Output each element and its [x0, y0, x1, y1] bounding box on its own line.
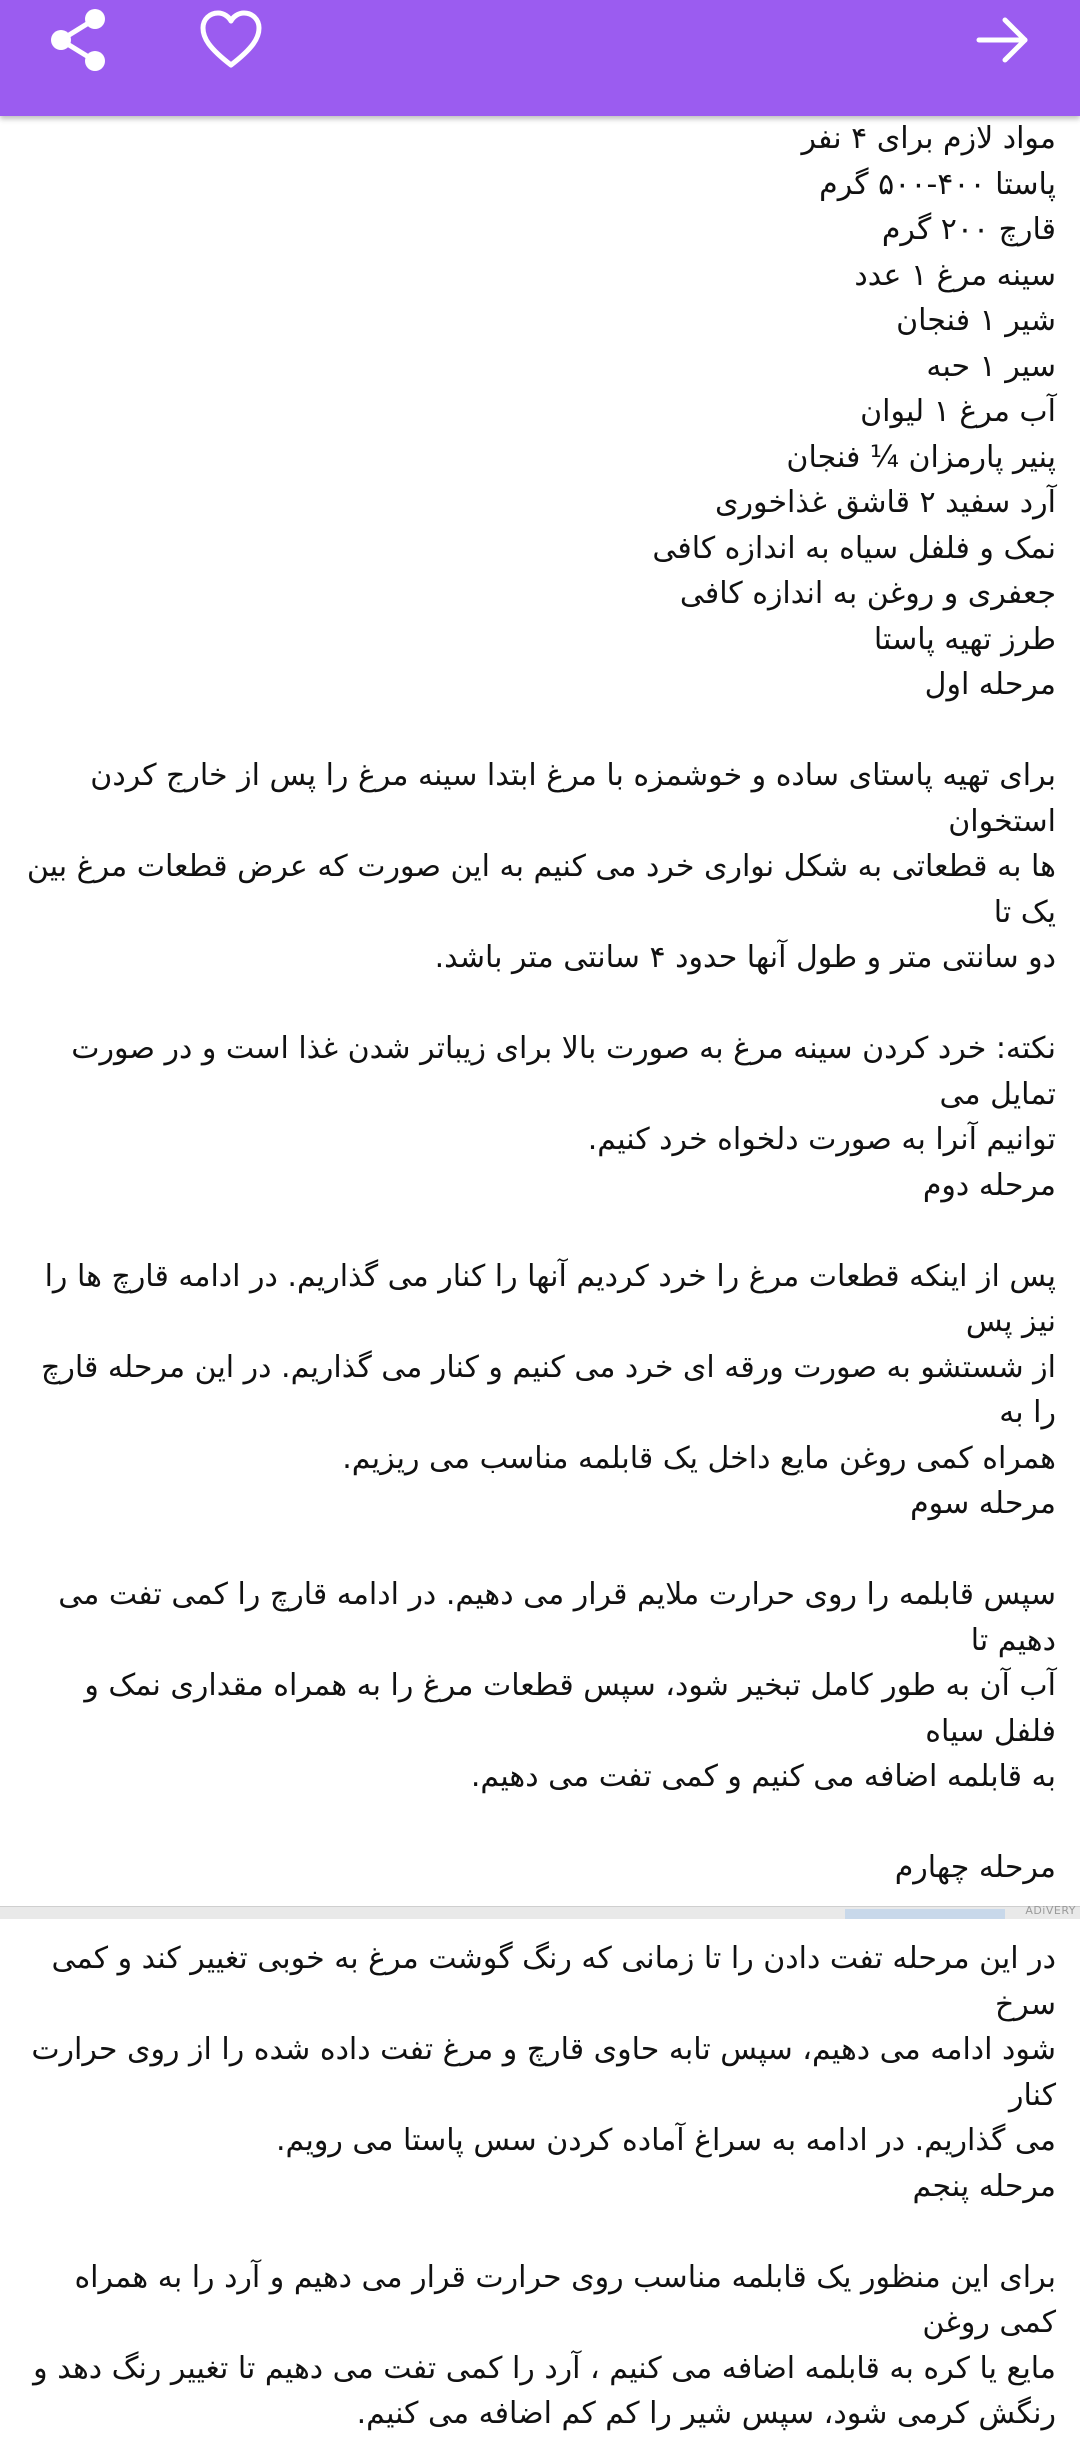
ingredient-item: آب مرغ ۱ لیوان	[860, 394, 1056, 429]
back-button[interactable]	[948, 0, 1058, 80]
step4-text: در این مرحله تفت دادن را تا زمانی که رنگ گوشت مرغ به خوبی تغییر کند و کمی سرخ شود ادامه می دهیم، سپس تابه حاوی قارچ و مرغ تفت داده شده را از روی حرارت کنار می گذاریم. در ادامه به سراغ آماده کردن سس پاستا می رویم.	[31, 1941, 1056, 2158]
ingredient-item: جعفری و روغن به اندازه کافی	[679, 576, 1056, 611]
step3-title: مرحله سوم	[910, 1486, 1056, 1521]
spacer	[16, 2209, 1056, 2255]
step2-text: پس از اینکه قطعات مرغ را خرد کردیم آنها را کنار می گذاریم. در ادامه قارچ ها را نیز پس از شستشو به صورت ورقه ای خرد می کنیم و کنار می گذاریم. در این مرحله قارچ را به همراه کمی روغن مایع داخل یک قابلمه مناسب می ریزیم.	[41, 1258, 1056, 1476]
step4-title: مرحله چهارم	[894, 1850, 1056, 1885]
ingredients-title: مواد لازم برای ۴ نفر	[801, 121, 1056, 156]
spacer	[16, 981, 1056, 1027]
ingredient-item: پنیر پارمزان ¼ فنجان	[786, 439, 1056, 475]
ad-brand-label: ADiVERY	[1025, 1904, 1076, 1917]
ingredient-item: شیر ۱ فنجان	[896, 303, 1056, 338]
ingredient-item: سیر ۱ حبه	[926, 348, 1056, 384]
step1-title: مرحله اول	[924, 667, 1056, 702]
ingredient-item: سینه مرغ ۱ عدد	[854, 257, 1056, 293]
step5-title: مرحله پنجم	[912, 2168, 1056, 2204]
method-title: طرز تهیه پاستا	[873, 621, 1056, 657]
ad-banner[interactable]	[0, 1906, 1080, 1919]
spacer	[16, 1800, 1056, 1846]
step5-text: برای این منظور یک قابلمه مناسب روی حرارت قرار می دهیم و آرد را به همراه کمی روغن مایع یا کره به قابلمه اضافه می کنیم ، آرد را کمی تفت می دهیم تا تغییر رنگ دهد و رنگش کرمی شود، سپس شیر را کم کم اضافه می کنیم.	[33, 2259, 1056, 2431]
share-button[interactable]	[24, 0, 134, 80]
app-bar	[0, 0, 1080, 116]
ingredient-item: پاستا ۴۰۰-۵۰۰ گرم	[819, 166, 1056, 202]
ad-banner-accent	[845, 1909, 1005, 1919]
spacer	[16, 1527, 1056, 1573]
share-icon	[48, 7, 110, 73]
step2-title: مرحله دوم	[922, 1167, 1056, 1203]
arrow-right-icon	[975, 16, 1031, 64]
spacer	[16, 1208, 1056, 1254]
step3-text: سپس قابلمه را روی حرارت ملایم قرار می دهیم. در ادامه قارچ را کمی تفت می دهیم تا آب آن به طور کامل تبخیر شود، سپس قطعات مرغ را به همراه مقداری نمک و فلفل سیاه به قابلمه اضافه می کنیم و کمی تفت می دهیم.	[58, 1577, 1056, 1794]
spacer	[16, 708, 1056, 754]
heart-icon	[199, 10, 263, 70]
step1-text: برای تهیه پاستای ساده و خوشمزه با مرغ ابتدا سینه مرغ را پس از خارج کردن استخوان ها به قطعاتی به شکل نواری خرد می کنیم به این صورت که عرض قطعات مرغ بین یک تا دو سانتی متر و طول آنها حدود ۴ سانتی متر باشد.	[26, 758, 1056, 975]
favorite-button[interactable]	[176, 0, 286, 80]
ingredient-item: نمک و فلفل سیاه به اندازه کافی	[652, 530, 1056, 566]
ingredient-item: آرد سفید ۲ قاشق غذاخوری	[715, 485, 1056, 520]
note-text: نکته: خرد کردن سینه مرغ به صورت بالا برای زیباتر شدن غذا است و در صورت تمایل می توانیم آنرا به صورت دلخواه خرد کنیم.	[71, 1031, 1056, 1157]
ingredient-item: قارچ ۲۰۰ گرم	[881, 212, 1056, 247]
